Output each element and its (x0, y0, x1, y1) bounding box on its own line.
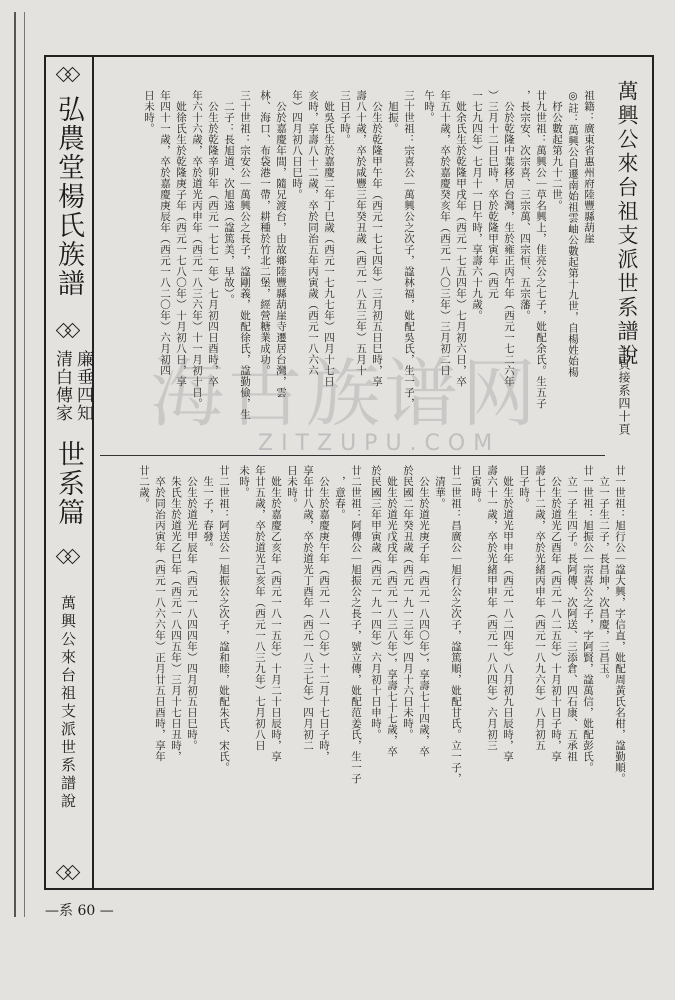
text-column: 公生於乾隆辛卯年（西元一七七一年）七月初四日酉時，卒 (207, 90, 219, 387)
text-column: 日未時。 (143, 90, 155, 134)
text-column: 妣余氏生於乾隆甲戌年（西元一七五四年）七月初六日，卒 (455, 90, 467, 387)
text-column: 旭振。 (387, 90, 399, 134)
text-column: 廿一世祖：旭行公｜諡大興，字信直，妣配周黃氏名柑，諡勤順。 (614, 465, 626, 784)
text-column: 壽八十歲，卒於咸豐三年癸丑歲（西元一八五三年）五月十 (355, 90, 367, 376)
text-column: 於民國二年癸丑歲（西元一九一三年）四月十六日未時。 (402, 465, 414, 740)
text-column: 年六十六歲，卒於道光丙申年（西元一八三六年）十一月初十日。 (191, 90, 203, 409)
text-column: 廿一世祖：旭振公｜宗喜公之子，字阿賢，諡萬信，妣配彭氏。 (582, 465, 594, 773)
ornament-diamond-icon (58, 862, 78, 882)
text-column: 朱氏生於道光乙巳年（西元一八四五年）三月十七日丑時， (170, 465, 182, 762)
text-column: 三日子時。 (339, 90, 351, 145)
continued-note: 上頁接系四十頁 (617, 345, 631, 436)
text-column: 壽六十一歲，卒於光緒甲申年（西元一八八四年）六月初三 (486, 465, 498, 751)
text-column: 公於乾隆中葉移居台灣，生於雍正丙午年（西元一七二六年 (503, 90, 515, 387)
text-column: 杼公數起第九十二世。 (551, 90, 563, 211)
text-column: 公生於道光庚子年（西元一八四〇年），享壽七十四歲，卒 (418, 465, 430, 757)
text-column: 壽七十二歲，卒於光緒丙申年（西元一八九六年）八月初五 (534, 465, 546, 751)
binding-rule (14, 12, 25, 917)
text-column: 三十世祖：宗安公｜萬興公之長子，諡剛義，妣配徐氏，諡勤儉，生 (239, 90, 251, 420)
watermark-url: ZITZUPU.COM (258, 431, 501, 456)
text-column: 日子時。 (518, 465, 530, 509)
book-title: 弘農堂楊氏族譜 (53, 95, 84, 298)
text-column: 廿九世祖：萬興公｜草名興上，佳亮公之七子，妣配余氏。生五子 (535, 90, 547, 409)
text-column: 妣生於道光戊戌年（西元一八三八年），享壽七十七歲，卒 (386, 465, 398, 757)
text-column: 二子：長旭道、次旭遠（諡篤美，早故）。 (223, 90, 235, 305)
text-column: 日寅時。 (470, 465, 482, 509)
text-column: 廿二歲。 (138, 465, 150, 509)
text-column: 立一子生二子，長昌坤，次昌慶，三昌玉。 (598, 465, 610, 685)
motto-left: 清白傳家 (52, 350, 72, 422)
text-column: 卒於同治丙寅年（西元一八六六年）正月廿五日酉時，享年 (154, 465, 166, 762)
text-column: 日未時。 (286, 465, 298, 509)
text-column: 林、海口、布袋港一帶，耕種於竹北二堡，經營糖業成功。 (259, 90, 271, 376)
text-column: 一七九四年）七月十一日午時，享壽六十九歲。 (471, 90, 483, 321)
motto-right: 廉垂四知 (73, 350, 93, 422)
text-column: 公生於乾隆甲午年（西元一七七四年）三月初五日巳時，享 (371, 90, 383, 387)
text-column: 廿二世祖：阿送公｜旭振公之次子，諡和睦，妣配朱氏、宋氏。 (218, 465, 230, 773)
text-column: 公生於道光乙酉年（西元一八二五年）十月初十日子時，享 (550, 465, 562, 762)
text-column: ，意春。 (334, 465, 346, 520)
text-column: 於民國三年甲寅歲（西元一九一四年）六月初十日申時。 (370, 465, 382, 740)
text-column: 公於嘉慶年間，隨兄渡台，由故鄉陸豐縣葫崖寺遷居台灣，雲 (275, 90, 287, 398)
text-column: 公生於嘉慶庚午年（西元一八一〇年）十二月十七日子時， (318, 465, 330, 762)
text-column: 妣生於道光甲申年（西元一八二四年）八月初九日辰時，享 (502, 465, 514, 762)
text-column: 清華。 (434, 465, 446, 509)
side-column-divider (92, 55, 94, 890)
ornament-diamond-icon (58, 320, 78, 340)
text-column: 午時。 (423, 90, 435, 123)
text-column: 年五十歲，卒於嘉慶癸亥年（西元一八〇三年）三月初二日 (439, 90, 451, 376)
text-column: 妣吳氏生於嘉慶二年丁巳歲（西元一七九七年）四月十七日 (323, 90, 335, 387)
text-column: 廿二世祖：昌廣公｜旭行公之次子，諡篤順，妣配甘氏。立一子， (450, 465, 462, 784)
text-column: 妣徐氏生於乾隆庚子年（西元一七八〇年）十月初八日，享 (175, 90, 187, 387)
ornament-diamond-icon (58, 64, 78, 84)
ornament-diamond-icon (58, 546, 78, 566)
text-column: ◎註：萬興公自遷南始祖雲岫公數起第十九世，自楊姓始楊 (567, 90, 579, 378)
watermark-text: 海古族谱网 (150, 351, 540, 437)
section-title: 世系篇 (53, 440, 84, 527)
text-column: 未時。 (238, 465, 250, 498)
page-number: —系 60 — (45, 903, 114, 919)
text-column: 年四十一歲，卒於嘉慶庚辰年（西元一八二〇年）六月初四 (159, 90, 171, 376)
genealogy-heading: 萬興公來台祖支派世系譜說 (615, 80, 639, 368)
text-column: 妣生於嘉慶乙亥年（西元一八一五年）十月二十日辰時，享 (270, 465, 282, 762)
text-column: 年廿五歲，卒於道光己亥年（西元一八三九年）七月初八日 (254, 465, 266, 751)
text-column: 祖籍：廣東省惠州府陸豐縣葫崖 (583, 90, 595, 244)
text-column: 三十世祖：宗喜公｜萬興公之次子，諡林福，妣配吳氏，生一子， (403, 90, 415, 409)
side-subtitle: 萬興公來台祖支派世系譜說 (59, 595, 77, 811)
text-column: 享年廿八歲，卒於道光丁酉年（西元一八三七年）四月初二 (302, 465, 314, 751)
text-column: 立一子生四子。長阿傳、次阿送、三添倉、四石康、五承祖 (566, 465, 578, 762)
text-column: 生一子，春發。 (202, 465, 214, 553)
text-column: 廿二世祖：阿傳公｜旭振公之長子，號立傳，妣配范姜氏，生一子 (350, 465, 362, 784)
text-column: 年）四月初八日巳時。 (291, 90, 303, 200)
text-column: 公生於道光甲辰年（西元一八四四年）四月初五日巳時。 (186, 465, 198, 751)
text-column: ）三月十二日巳時，卒於乾隆甲寅年（西元 (487, 90, 499, 299)
text-column: 亥時，享壽八十二歲，卒於同治五年丙寅歲（西元一八六六 (307, 90, 319, 376)
text-column: ，長宗安、次宗喜、三宗萬、四宗恒、五宗藩。 (519, 90, 531, 321)
